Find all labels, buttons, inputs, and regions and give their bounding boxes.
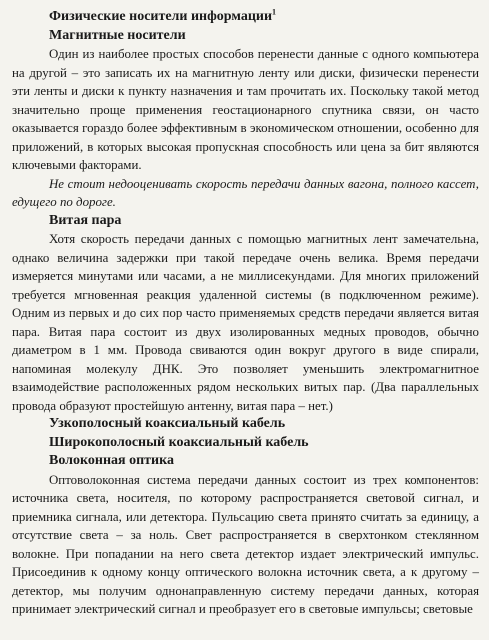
paragraph-twisted-pair: Хотя скорость передачи данных с помощью магнитных лент замечательна, однако величина задержки при такой передаче очень велика. Время передачи измеряется минутами или часами, а не миллисекундами. Для многих приложений требуется мгновенная реакция удаленной системы (в подключенном режиме). Одним из первых и до сих пор часто применяемых средств передачи является витая пара. Витая пара состоит из двух изолированных медных проводов, обычно диаметром в 1 мм. Провода свиваются один вокруг другого в виде спирали, напоминая молекулу ДНК. Это позволяет уменьшить электромагнитное взаимодействие расположенных рядом нескольких витых пар. (Два параллельных провода образуют простейшую антенну, витая пара – нет.) xyxy=(12,232,479,413)
heading-broadband-coax: Широкополосный коаксиальный кабель xyxy=(49,434,309,450)
heading-narrowband-coax: Узкополосный коаксиальный кабель xyxy=(49,416,286,431)
heading-fiber-optics: Волоконная оптика xyxy=(49,453,174,468)
document-title-text: Физические носители информации xyxy=(49,9,273,24)
heading-magnetic-media: Магнитные носители xyxy=(49,27,186,43)
quote-magnetic-media: Не стоит недооценивать скорость передачи данных вагона, полного кассет, едущего по дороге. xyxy=(12,176,479,209)
paragraph-magnetic-media: Один из наиболее простых способов перенести данные с одного компьютера на другой – это записать их на магнитную ленту или диски, физически перенести эти ленты и диски к пункту назначения и там прочитать их. Поскольку такой метод значительно проще применения геостационарного спутника связи, он часто оказывается гораздо более эффективным в экономическом отношении, особенно для приложений, в которых высокая пропускная способность или цена за бит являются ключевыми факторами. xyxy=(12,47,479,172)
document-title xyxy=(12,8,479,27)
title-footnote-marker: 1 xyxy=(272,7,277,17)
paragraph-fiber-optics: Оптоволоконная система передачи данных состоит из трех компонентов: источника света, носителя, по которому распространяется световой сигнал, и приемника сигнала, или детектора. Пульсацию света принято считать за единицу, а отсутствие света – за ноль. Свет распространяется в сверхтонком стеклянном волокне. При попадании на него света детектор издает электрический импульс. Присоединив к одному концу оптического волокна источник света, а к другому – детектор, мы получим однонаправленную систему передачи данных, которая принимает электрический сигнал и преобразует его в световые импульсы; световые xyxy=(12,472,479,616)
heading-twisted-pair: Витая пара xyxy=(49,212,122,228)
